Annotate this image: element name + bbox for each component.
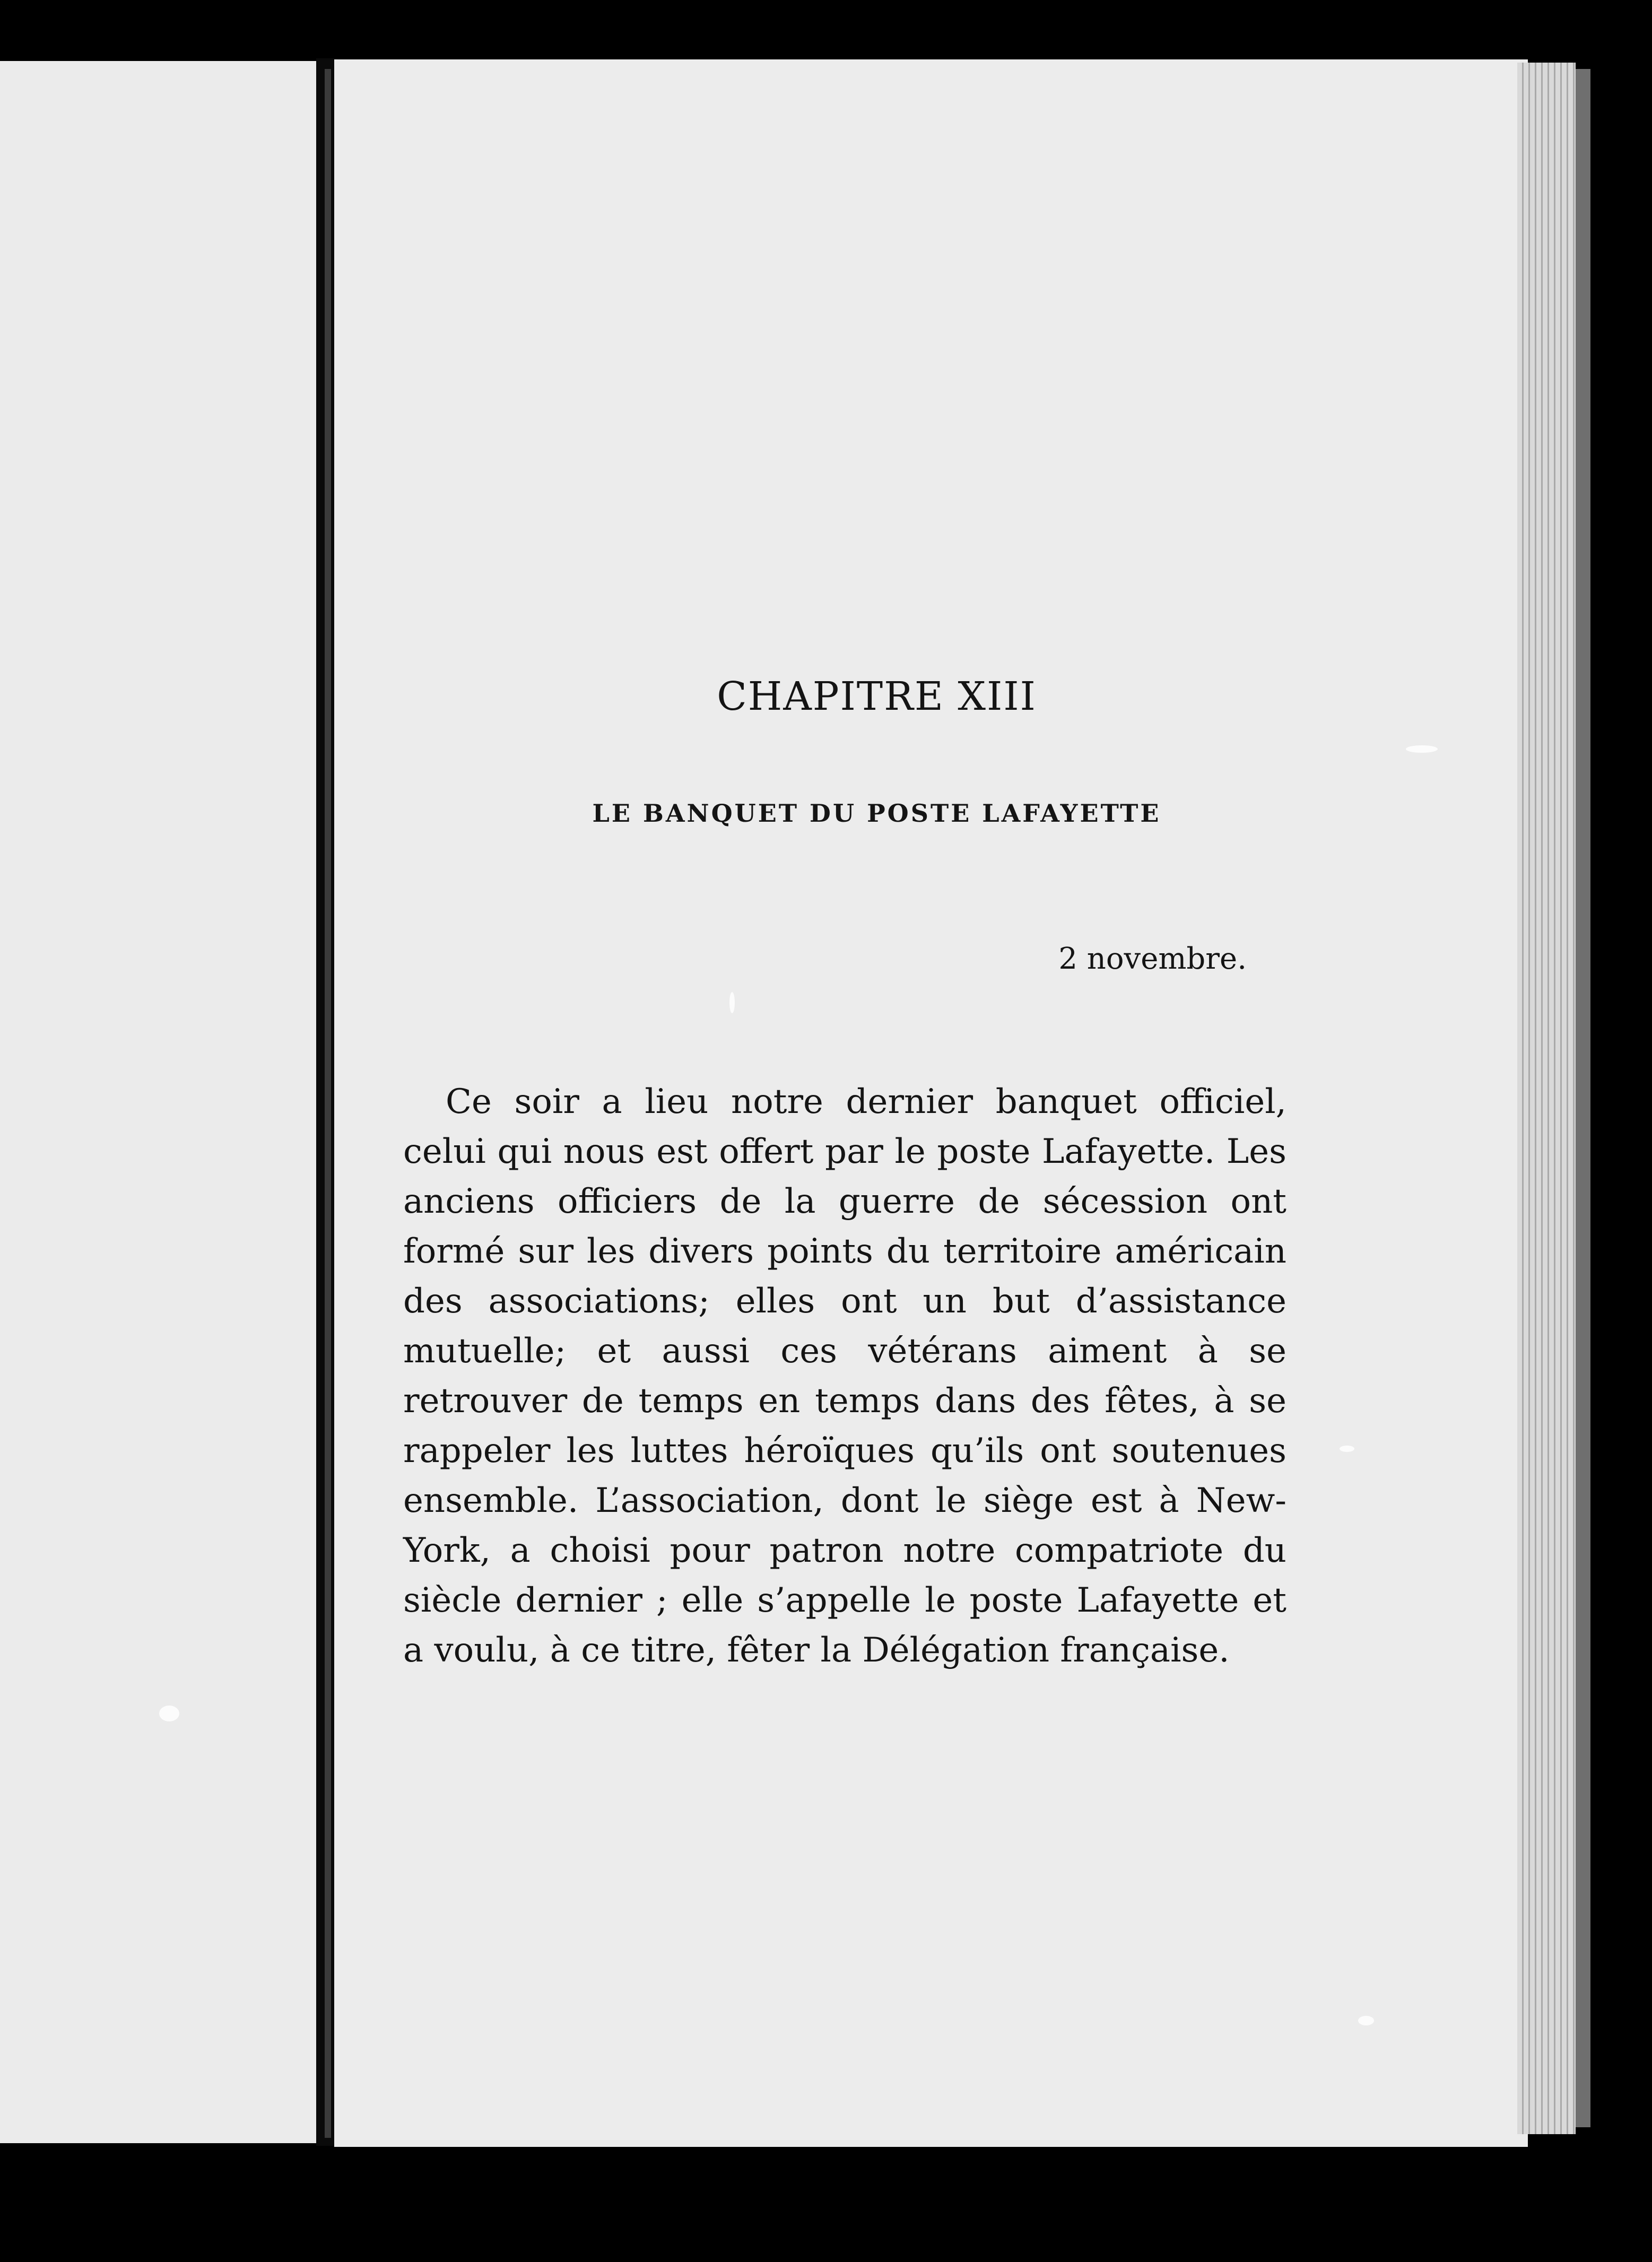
chapter-subtitle: LE BANQUET DU POSTE LAFAYETTE xyxy=(592,799,1161,828)
body-paragraph: Ce soir a lieu notre dernier banquet officiel, celui qui nous est offert par le poste Lafayette. Les anciens officiers de la guerre de sécession ont formé sur les divers points du territoire américain des associations; elles ont un but d’assistance mutuelle; et aussi ces vétérans aiment à se retrouver de temps en temps dans des fêtes, à se rappeler les luttes héroïques qu’ils ont soutenues ensemble. L’association, dont le siège est à New-York, a choisi pour patron notre compatriote du siècle dernier ; elle s’appelle le poste Lafayette et a voulu, à ce titre, fêter la Délégation française. xyxy=(403,1082,1286,1670)
date-line: 2 novembre. xyxy=(1058,942,1247,976)
left-page-blank xyxy=(0,61,323,2143)
page-edges xyxy=(1517,63,1576,2134)
chapter-title: CHAPITRE XIII xyxy=(717,674,1037,719)
gutter-line xyxy=(325,69,331,2138)
page-text xyxy=(403,674,1286,1675)
page-edges-shadow xyxy=(1576,69,1590,2127)
